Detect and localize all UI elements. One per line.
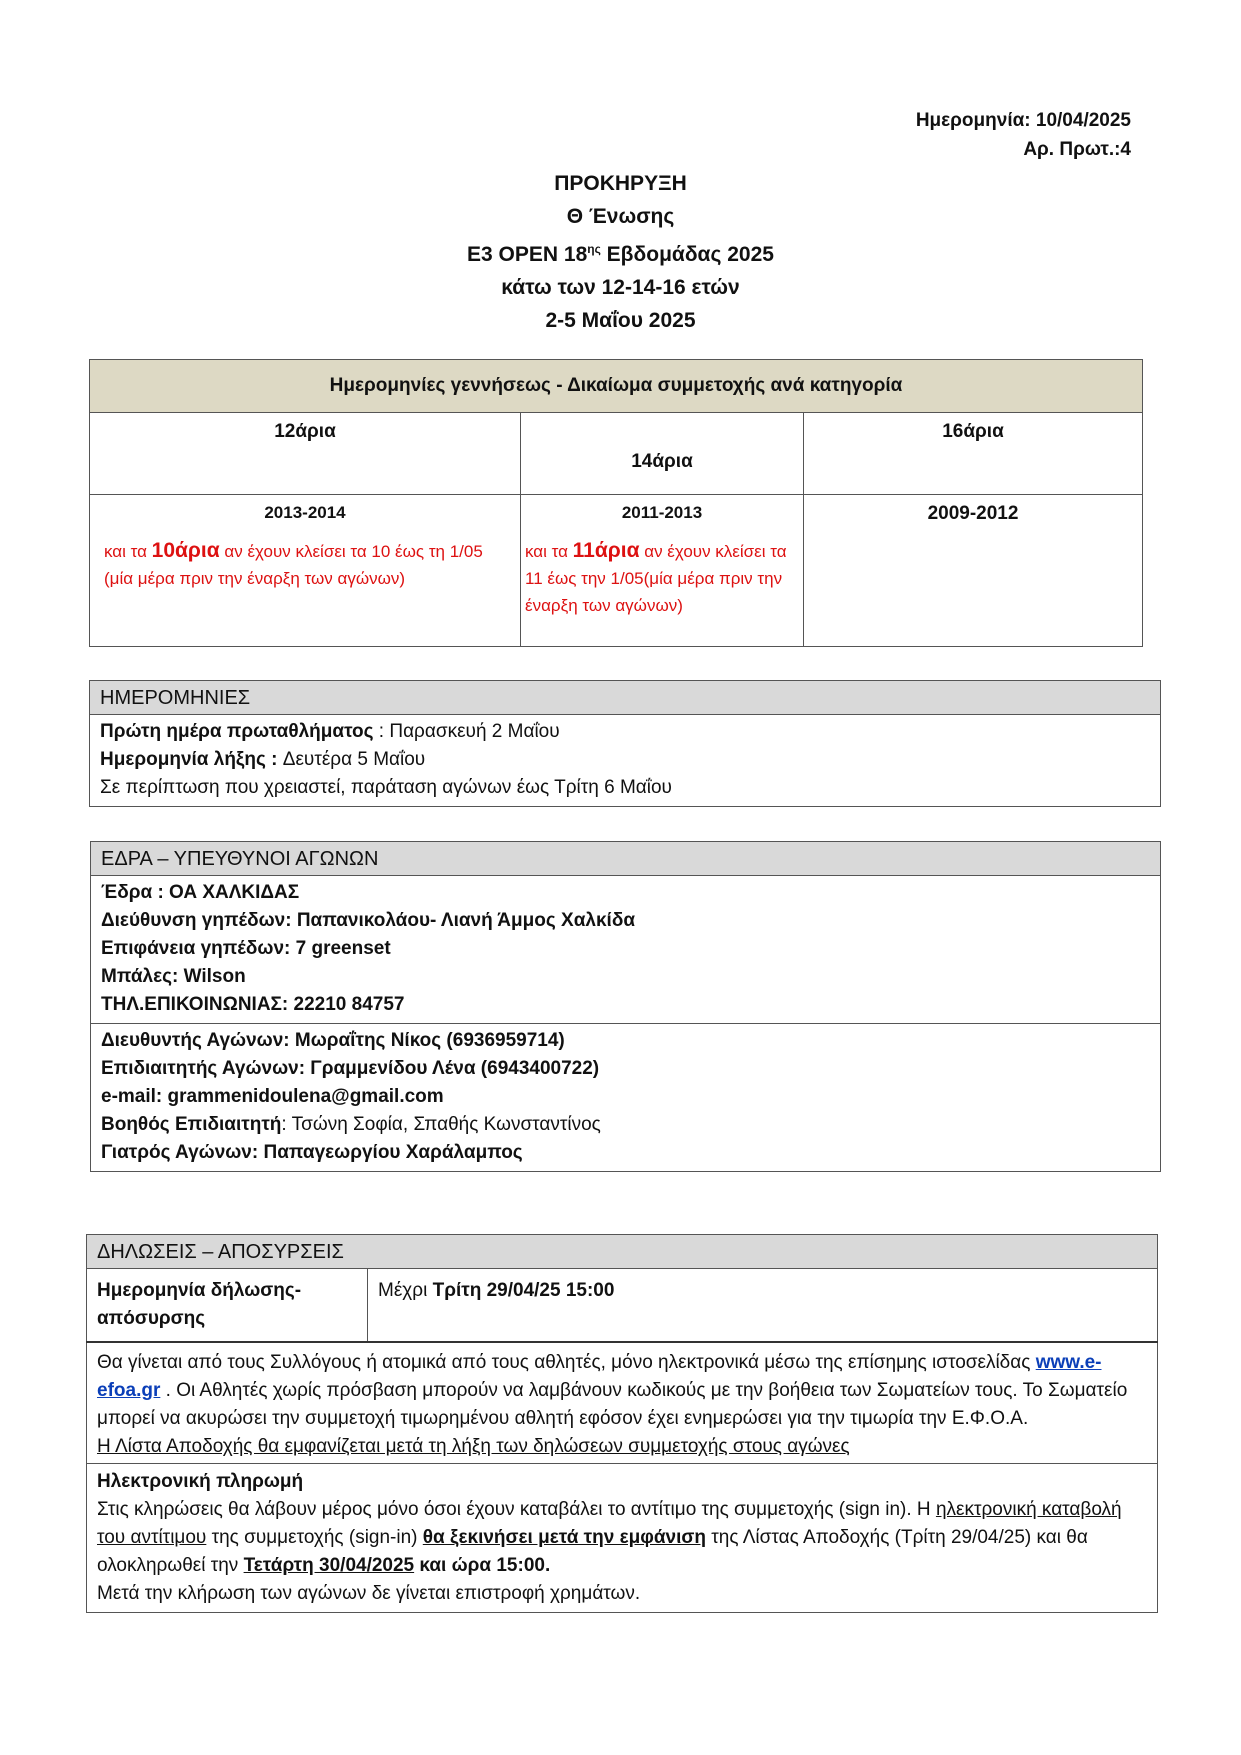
category-14: 14άρια: [521, 413, 804, 495]
note-14-post: αν έχουν κλείσει τα 11 έως την 1/05(μία μέρα πριν την έναρξη των αγώνων): [525, 542, 787, 615]
note-14: [525, 537, 799, 619]
document-date: Ημερομηνία: 10/04/2025: [915, 110, 1131, 131]
venue-body: [91, 876, 1161, 1024]
title-line-5: 2-5 Μαΐου 2025: [545, 309, 696, 332]
venue-address: Διεύθυνση γηπέδων: Παπανικολάου- Λιανή Άμμος Χαλκίδα: [101, 910, 636, 931]
note-14-pre: και τα: [525, 542, 573, 561]
deadline-pre: Μέχρι: [378, 1280, 433, 1301]
end-day-label: Ημερομηνία λήξης :: [100, 749, 283, 770]
eligibility-table: [89, 359, 1143, 647]
officials-body: [91, 1024, 1161, 1172]
tournament-doctor: Γιατρός Αγώνων: Παπαγεωργίου Χαράλαμπος: [101, 1142, 523, 1163]
payment-text-7: και ώρα 15:00.: [414, 1555, 551, 1576]
payment-text-1: Στις κληρώσεις θα λάβουν μέρος μόνο όσοι έχουν καταβάλει το αντίτιμο της συμμετοχής (sign in). Η: [97, 1499, 936, 1520]
years-12: 2013-2014: [264, 503, 346, 522]
assistant-referee: [101, 1111, 1150, 1139]
years-14: 2011-2013: [621, 503, 703, 522]
refund-note: Μετά την κλήρωση των αγώνων δε γίνεται επιστροφή χρημάτων.: [97, 1583, 641, 1604]
extension-note: Σε περίπτωση που χρειαστεί, παράταση αγώνων έως Τρίτη 6 Μαΐου: [100, 777, 672, 798]
tournament-referee: Επιδιαιτητής Αγώνων: Γραμμενίδου Λένα (6943400722): [101, 1058, 600, 1079]
title-line-3: [0, 233, 1241, 271]
first-day-value: : Παρασκευή 2 Μαΐου: [373, 721, 560, 742]
assistant-label: Βοηθός Επιδιαιτητή: [101, 1114, 282, 1135]
dates-body: [90, 715, 1161, 807]
deadline-value: Τρίτη 29/04/25 15:00: [432, 1280, 615, 1301]
payment-text-3: της συμμετοχής (sign-in): [206, 1527, 423, 1548]
venue-phone: ΤΗΛ.ΕΠΙΚΟΙΝΩΝΙΑΣ: 22210 84757: [101, 994, 405, 1015]
note-12: [96, 537, 514, 592]
payment-text-5: της Λίστας Αποδοχής (Τρίτη 29/04/25) και θα ολοκληρωθεί την: [97, 1527, 1088, 1576]
category-16: 16άρια: [804, 413, 1143, 495]
years-16: 2009-2012: [804, 495, 1143, 647]
eligibility-cell-14: [521, 495, 804, 647]
deadline-label: Ημερομηνία δήλωσης-απόσυρσης: [87, 1269, 368, 1343]
category-12: 12άρια: [90, 413, 521, 495]
note-12-bold: 10άρια: [151, 539, 220, 562]
entries-text-post: . Οι Αθλητές χωρίς πρόσβαση μπορούν να λαμβάνουν κωδικούς με την βοήθεια των Σωματείων τους. Το Σωματείο μπορεί να ακυρώσει την συμμετοχή τιμωρημένου αθλητή εφόσον έχει ενημερώσει για την τιμωρία την Ε.Φ.Ο.Α.: [97, 1380, 1128, 1429]
efoa-link[interactable]: www.e-efoa.gr: [97, 1352, 1102, 1401]
note-14-bold: 11άρια: [572, 539, 640, 562]
tournament-director: Διευθυντής Αγώνων: Μωραΐτης Νίκος (6936959714): [101, 1030, 565, 1051]
dates-header: ΗΜΕΡΟΜΗΝΙΕΣ: [90, 681, 1161, 715]
venue-seat: Έδρα : ΟΑ ΧΑΛΚΙΔΑΣ: [101, 882, 300, 903]
eligibility-header: Ημερομηνίες γεννήσεως - Δικαίωμα συμμετοχής ανά κατηγορία: [90, 360, 1143, 413]
end-day-value: Δευτέρα 5 Μαΐου: [282, 749, 426, 770]
entries-text-pre: Θα γίνεται από τους Συλλόγους ή ατομικά από τους αθλητές, μόνο ηλεκτρονικά μέσω της επίσημης ιστοσελίδας: [97, 1352, 1036, 1373]
title-line-3-sup: ης: [587, 242, 601, 256]
end-day: [100, 746, 1150, 774]
venue-header: ΕΔΡΑ – ΥΠΕΥΘΥΝΟΙ ΑΓΩΝΩΝ: [91, 842, 1161, 876]
venue-surface: Επιφάνεια γηπέδων: 7 greenset: [101, 938, 391, 959]
payment-text-2: ηλεκτρονική καταβολή του αντίτιμου: [97, 1499, 1122, 1548]
entries-section: [86, 1234, 1158, 1613]
assistant-value: : Τσώνη Σοφία, Σπαθής Κωνσταντίνος: [281, 1114, 601, 1135]
title-line-3-post: Εβδομάδας 2025: [600, 243, 774, 266]
note-12-post: αν έχουν κλείσει τα 10 έως τη 1/05 (μία μέρα πριν την έναρξη των αγώνων): [104, 542, 483, 588]
entries-text: [97, 1349, 1147, 1433]
dates-section: [89, 680, 1161, 807]
title-line-2: Θ Ένωσης: [566, 205, 675, 228]
eligibility-cell-12: [90, 495, 521, 647]
protocol-number: Αρ. Πρωτ.:4: [1023, 139, 1131, 160]
document-title: [0, 167, 1241, 337]
title-line-3-pre: Ε3 OPEN 18: [467, 243, 588, 266]
entries-header: ΔΗΛΩΣΕΙΣ – ΑΠΟΣΥΡΣΕΙΣ: [87, 1235, 1158, 1269]
referee-email: e-mail: grammenidoulena@gmail.com: [101, 1086, 444, 1107]
acceptance-list-note: Η Λίστα Αποδοχής θα εμφανίζεται μετά τη λήξη των δηλώσεων συμμετοχής στους αγώνες: [97, 1436, 850, 1457]
title-line-1: ΠΡΟΚΗΡΥΞΗ: [554, 172, 687, 195]
note-12-pre: και τα: [104, 542, 152, 561]
payment-text-6: Τετάρτη 30/04/2025: [243, 1555, 415, 1576]
first-day: [100, 718, 1150, 746]
payment-block: [87, 1464, 1158, 1613]
first-day-label: Πρώτη ημέρα πρωταθλήματος: [100, 721, 374, 742]
payment-title: Ηλεκτρονική πληρωμή: [97, 1471, 304, 1492]
payment-text: [97, 1496, 1147, 1580]
entries-paragraph: [87, 1342, 1158, 1464]
payment-text-4: θα ξεκινήσει μετά την εμφάνιση: [422, 1527, 706, 1548]
title-line-4: κάτω των 12-14-16 ετών: [501, 276, 740, 299]
venue-balls: Μπάλες: Wilson: [101, 966, 246, 987]
document-header: [916, 106, 1131, 164]
venue-section: [90, 841, 1161, 1172]
deadline-value-cell: [368, 1269, 1158, 1343]
